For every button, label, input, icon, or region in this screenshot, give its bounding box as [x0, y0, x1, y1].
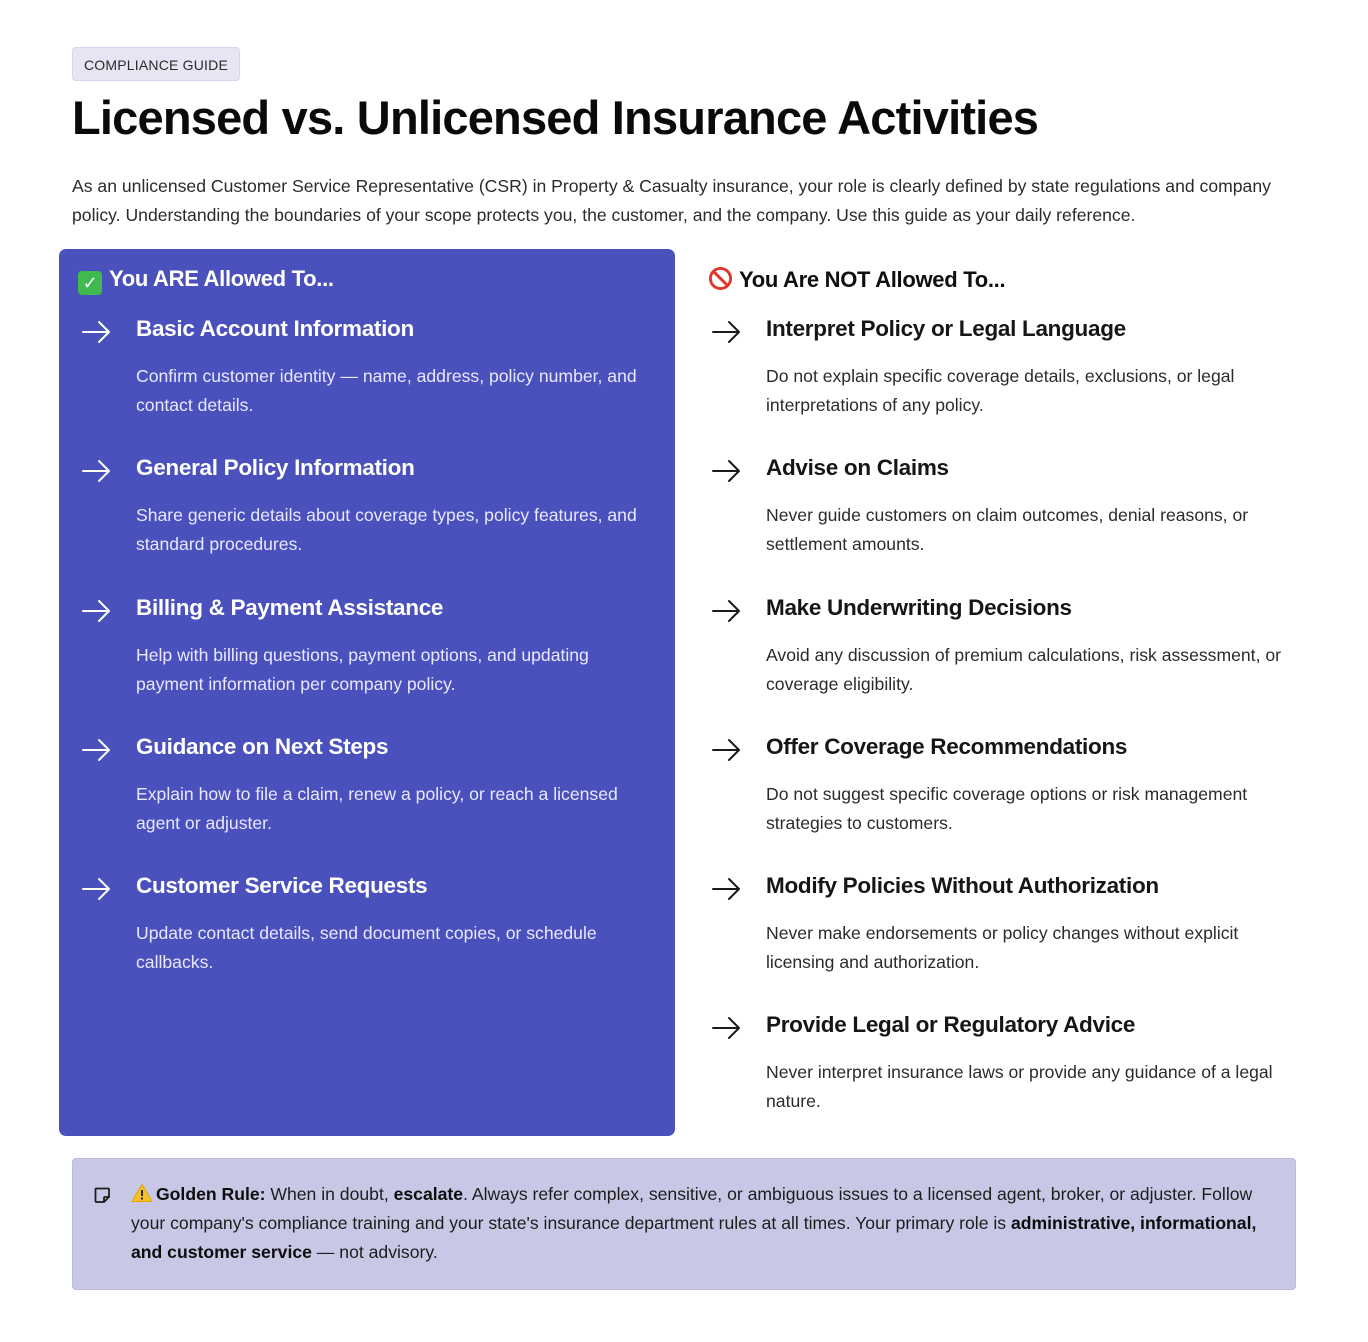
allowed-item-desc: Confirm customer identity — name, address, policy number, and contact details.: [136, 366, 637, 415]
allowed-item-desc: Explain how to file a claim, renew a policy, or reach a licensed agent or adjuster.: [136, 784, 618, 833]
not-allowed-item-desc: Never guide customers on claim outcomes, denial reasons, or settlement amounts.: [766, 505, 1249, 554]
allowed-item-title: Customer Service Requests: [136, 873, 428, 898]
compliance-guide-tag: COMPLIANCE GUIDE: [72, 47, 240, 81]
allowed-heading-label: You ARE Allowed To...: [109, 266, 334, 291]
not-allowed-item-title: Provide Legal or Regulatory Advice: [766, 1012, 1136, 1037]
arrow-right-icon: [712, 599, 742, 623]
arrow-right-icon: [712, 877, 742, 901]
golden-rule-text: [131, 1180, 1271, 1267]
golden-rule-label: Golden Rule:: [156, 1184, 266, 1204]
allowed-heading: [78, 266, 334, 295]
not-allowed-item-title: Modify Policies Without Authorization: [766, 873, 1159, 898]
golden-rule-text-1: When in doubt,: [265, 1184, 394, 1204]
allowed-item-desc: Help with billing questions, payment options, and updating payment information per company policy.: [136, 645, 589, 694]
golden-rule-callout: [72, 1158, 1296, 1290]
golden-rule-bold-2: administrative, informational, and customer service: [131, 1213, 1257, 1262]
note-icon: [93, 1186, 111, 1204]
allowed-item-title: Guidance on Next Steps: [136, 734, 389, 759]
prohibited-icon: [708, 266, 733, 291]
golden-rule-text-2: . Always refer complex, sensitive, or ambiguous issues to a licensed agent, broker, or adjuster. Follow your company's compliance training and your state's insurance department rules at all times. Your primary role is: [131, 1184, 1253, 1233]
page-title: Licensed vs. Unlicensed Insurance Activities: [72, 91, 1039, 144]
golden-rule-bold-1: escalate: [393, 1184, 464, 1204]
arrow-right-icon: [712, 459, 742, 483]
golden-rule-text-3: — not advisory.: [311, 1242, 438, 1262]
not-allowed-item-title: Interpret Policy or Legal Language: [766, 316, 1126, 341]
not-allowed-item-title: Offer Coverage Recommendations: [766, 734, 1128, 759]
allowed-panel: [59, 249, 675, 1136]
allowed-item-desc: Update contact details, send document copies, or schedule callbacks.: [136, 923, 597, 972]
not-allowed-item-desc: Avoid any discussion of premium calculations, risk assessment, or coverage eligibility.: [766, 645, 1281, 694]
allowed-item-title: Basic Account Information: [136, 316, 414, 341]
warning-icon: [131, 1183, 153, 1203]
arrow-right-icon: [712, 738, 742, 762]
intro-paragraph: As an unlicensed Customer Service Representative (CSR) in Property & Casualty insurance, your role is clearly defined by state regulations and company policy. Understanding the boundaries of your scope protects you, the customer, and the company. Use this guide as your daily reference.: [72, 176, 1271, 225]
not-allowed-item-title: Make Underwriting Decisions: [766, 595, 1072, 620]
not-allowed-item-title: Advise on Claims: [766, 455, 949, 480]
not-allowed-item-desc: Never interpret insurance laws or provide any guidance of a legal nature.: [766, 1062, 1273, 1111]
not-allowed-item-desc: Do not explain specific coverage details, exclusions, or legal interpretations of any policy.: [766, 366, 1235, 415]
not-allowed-heading: [708, 266, 1005, 293]
allowed-item-title: Billing & Payment Assistance: [136, 595, 444, 620]
allowed-item-title: General Policy Information: [136, 455, 415, 480]
not-allowed-item-desc: Never make endorsements or policy changes without explicit licensing and authorization.: [766, 923, 1239, 972]
not-allowed-heading-label: You Are NOT Allowed To...: [739, 267, 1006, 292]
arrow-right-icon: [712, 320, 742, 344]
not-allowed-item-desc: Do not suggest specific coverage options or risk management strategies to customers.: [766, 784, 1248, 833]
check-mark-icon: ✓: [78, 271, 102, 295]
allowed-item-desc: Share generic details about coverage types, policy features, and standard procedures.: [136, 505, 637, 554]
arrow-right-icon: [712, 1016, 742, 1040]
